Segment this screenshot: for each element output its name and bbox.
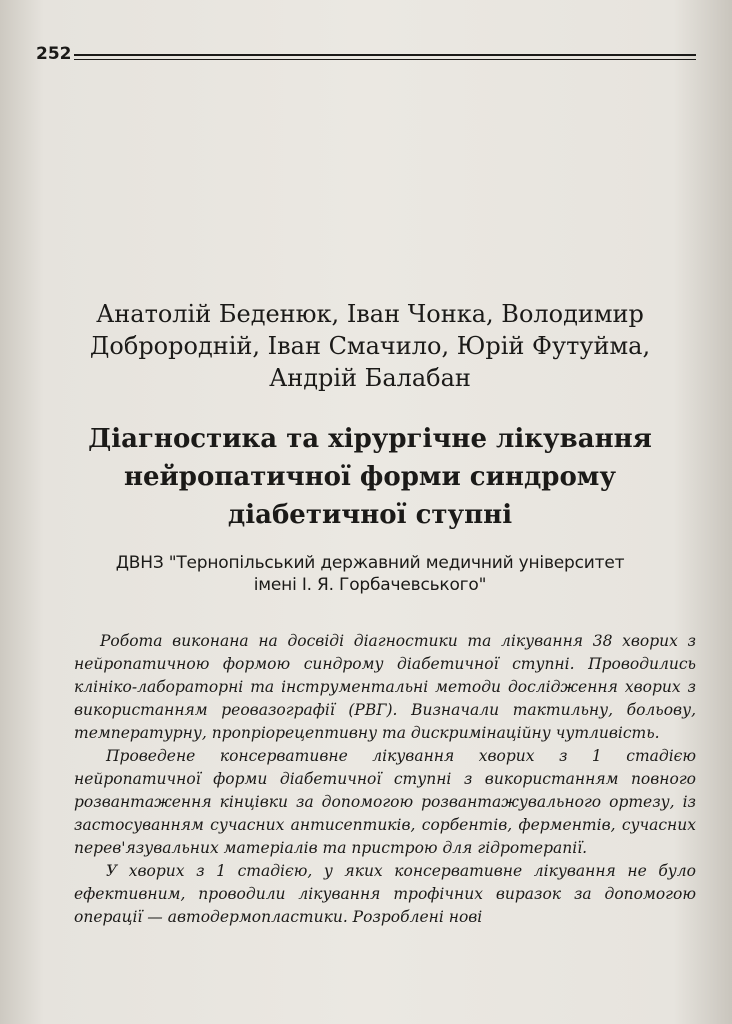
header-rule	[74, 54, 696, 56]
bleed-through-decoration	[60, 88, 700, 256]
title-line-1: Діагностика та хірургічне лікування	[88, 424, 652, 454]
abstract-paragraph-2: Проведене консервативне лікування хворих з 1 стадією нейропатичної форми діабетичної ступні з використанням повного розвантаження кінцівки за допомогою розвантажувального ортезу, із застосуванням сучасних антисептиків, сорбентів, ферментів, сучасних перев'язувальних матеріалів та пристрою для гідротерапії.	[74, 747, 696, 857]
abstract	[74, 630, 696, 929]
affiliation	[80, 552, 660, 596]
authors-line-1: Анатолій Беденюк, Іван Чонка, Володимир	[96, 300, 644, 328]
abstract-paragraph-3: У хворих з 1 стадією, у яких консервативне лікування не було ефективним, проводили лікування трофічних виразок за допомогою операції — автодермопластики. Розроблені нові	[74, 862, 696, 926]
title-line-3: діабетичної ступні	[227, 500, 513, 530]
authors-block	[60, 298, 680, 394]
affiliation-line-1: ДВНЗ "Тернопільський державний медичний університет	[115, 553, 625, 573]
article-title	[80, 420, 660, 534]
abstract-paragraph-1: Робота виконана на досвіді діагностики та лікування 38 хворих з нейропатичною формою синдрому діабетичної ступні. Проводились клініко-лабораторні та інструментальні методи дослідження хворих з використанням реовазографії (РВГ). Визначали тактильну, больову, температурну, пропріорецептивну та дискримінаційну чутливість.	[74, 632, 696, 742]
authors-line-3: Андрій Балабан	[269, 364, 471, 392]
authors-line-2: Доброродній, Іван Смачило, Юрій Футуйма,	[89, 332, 651, 360]
title-line-2: нейропатичної форми синдрому	[123, 462, 617, 492]
page-header	[30, 44, 696, 66]
page-number: 252	[36, 44, 72, 64]
header-rule-thin	[74, 59, 696, 60]
affiliation-line-2: імені І. Я. Горбачевського"	[253, 575, 487, 595]
